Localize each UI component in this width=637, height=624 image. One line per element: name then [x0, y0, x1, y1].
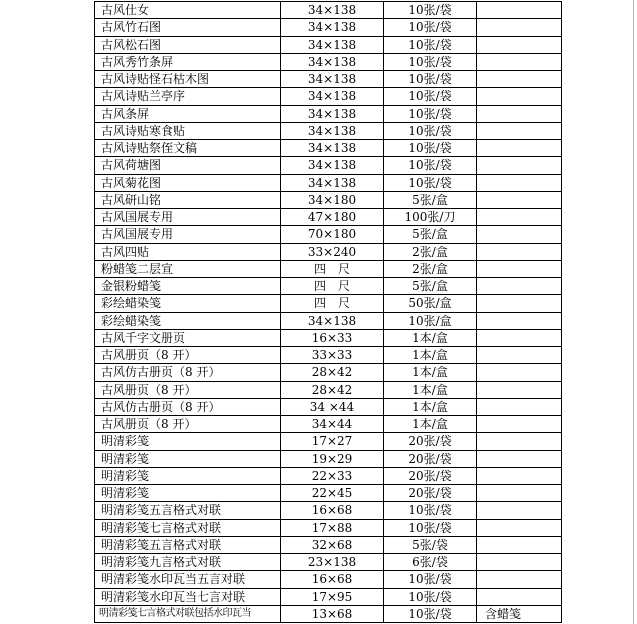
product-name-cell: 古风秀竹条屏 — [95, 53, 281, 70]
size-cell: 34×138 — [281, 312, 384, 329]
note-cell — [477, 329, 562, 346]
table-row — [95, 571, 562, 588]
size-cell: 23×138 — [281, 554, 384, 571]
size-cell: 34×138 — [281, 19, 384, 36]
table-row — [95, 140, 562, 157]
table-row — [95, 398, 562, 415]
product-name-cell: 古风册页（8 开） — [95, 381, 281, 398]
product-name-cell: 明清彩笺五言格式对联 — [95, 502, 281, 519]
size-cell: 17×88 — [281, 519, 384, 536]
note-cell — [477, 398, 562, 415]
pack-quantity-cell: 10张/袋 — [384, 105, 477, 122]
table-row — [95, 19, 562, 36]
size-cell: 28×42 — [281, 381, 384, 398]
size-cell: 34×138 — [281, 174, 384, 191]
size-cell: 34×138 — [281, 71, 384, 88]
table-row — [95, 295, 562, 312]
pack-quantity-cell: 20张/袋 — [384, 467, 477, 484]
pack-quantity-cell: 20张/袋 — [384, 433, 477, 450]
product-name-cell: 古风千字文册页 — [95, 329, 281, 346]
table-row — [95, 347, 562, 364]
note-cell — [477, 88, 562, 105]
size-cell: 34×138 — [281, 53, 384, 70]
size-cell: 34×138 — [281, 122, 384, 139]
table-row — [95, 209, 562, 226]
pack-quantity-cell: 2张/盒 — [384, 260, 477, 277]
note-cell — [477, 295, 562, 312]
product-name-cell: 古风国展专用 — [95, 226, 281, 243]
note-cell — [477, 347, 562, 364]
note-cell — [477, 140, 562, 157]
table-body — [95, 2, 562, 623]
pack-quantity-cell: 10张/袋 — [384, 2, 477, 19]
product-name-cell: 古风仕女 — [95, 2, 281, 19]
product-name-cell: 彩绘蜡染笺 — [95, 312, 281, 329]
product-name-cell: 古风四贴 — [95, 243, 281, 260]
size-cell: 34×138 — [281, 140, 384, 157]
pack-quantity-cell: 10张/袋 — [384, 502, 477, 519]
table-row — [95, 502, 562, 519]
size-cell: 47×180 — [281, 209, 384, 226]
product-name-cell: 古风诗贴兰亭序 — [95, 88, 281, 105]
note-cell — [477, 105, 562, 122]
pack-quantity-cell: 10张/袋 — [384, 588, 477, 605]
pack-quantity-cell: 50张/盒 — [384, 295, 477, 312]
note-cell — [477, 450, 562, 467]
product-name-cell: 古风研山铭 — [95, 191, 281, 208]
product-name-cell: 明清彩笺水印瓦当五言对联 — [95, 571, 281, 588]
size-cell: 34×138 — [281, 88, 384, 105]
pack-quantity-cell: 10张/盒 — [384, 312, 477, 329]
pack-quantity-cell: 10张/袋 — [384, 71, 477, 88]
pack-quantity-cell: 5张/盒 — [384, 191, 477, 208]
table-row — [95, 105, 562, 122]
pack-quantity-cell: 10张/袋 — [384, 519, 477, 536]
table-row — [95, 157, 562, 174]
size-cell: 70×180 — [281, 226, 384, 243]
size-cell: 四 尺 — [281, 295, 384, 312]
product-name-cell: 古风诗贴祭侄文稿 — [95, 140, 281, 157]
table-row — [95, 122, 562, 139]
size-cell: 17×27 — [281, 433, 384, 450]
size-cell: 16×68 — [281, 502, 384, 519]
size-cell: 34×138 — [281, 2, 384, 19]
pack-quantity-cell: 20张/袋 — [384, 485, 477, 502]
note-cell — [477, 36, 562, 53]
note-cell — [477, 502, 562, 519]
table-row — [95, 364, 562, 381]
table-row — [95, 243, 562, 260]
product-name-cell: 古风国展专用 — [95, 209, 281, 226]
size-cell: 34 ×44 — [281, 398, 384, 415]
table-row — [95, 536, 562, 553]
note-cell — [477, 191, 562, 208]
note-cell — [477, 433, 562, 450]
product-name-cell: 明清彩笺 — [95, 433, 281, 450]
size-cell: 22×45 — [281, 485, 384, 502]
note-cell — [477, 226, 562, 243]
table-row — [95, 36, 562, 53]
size-cell: 19×29 — [281, 450, 384, 467]
product-name-cell: 明清彩笺水印瓦当七言对联 — [95, 588, 281, 605]
size-cell: 32×68 — [281, 536, 384, 553]
note-cell — [477, 381, 562, 398]
product-name-cell: 古风菊花图 — [95, 174, 281, 191]
product-name-cell: 古风竹石图 — [95, 19, 281, 36]
note-cell — [477, 571, 562, 588]
pack-quantity-cell: 10张/袋 — [384, 605, 477, 622]
note-cell — [477, 588, 562, 605]
table-row — [95, 416, 562, 433]
pack-quantity-cell: 10张/袋 — [384, 174, 477, 191]
note-cell — [477, 71, 562, 88]
pack-quantity-cell: 6张/袋 — [384, 554, 477, 571]
right-column-guide-line — [633, 0, 634, 624]
table-row — [95, 278, 562, 295]
table-row — [95, 554, 562, 571]
size-cell: 28×42 — [281, 364, 384, 381]
product-name-cell: 古风册页（8 开） — [95, 416, 281, 433]
product-name-cell: 古风仿古册页（8 开） — [95, 364, 281, 381]
size-cell: 34×138 — [281, 157, 384, 174]
size-cell: 33×240 — [281, 243, 384, 260]
table-row — [95, 588, 562, 605]
table-row — [95, 605, 562, 622]
pack-quantity-cell: 1本/盒 — [384, 416, 477, 433]
note-cell — [477, 536, 562, 553]
size-cell: 34×138 — [281, 36, 384, 53]
table-row — [95, 381, 562, 398]
pack-quantity-cell: 2张/盒 — [384, 243, 477, 260]
note-cell — [477, 485, 562, 502]
size-cell: 13×68 — [281, 605, 384, 622]
note-cell — [477, 519, 562, 536]
note-cell — [477, 209, 562, 226]
note-cell — [477, 278, 562, 295]
table-row — [95, 226, 562, 243]
product-name-cell: 古风荷塘图 — [95, 157, 281, 174]
table-row — [95, 329, 562, 346]
product-price-table — [94, 1, 562, 623]
note-cell — [477, 467, 562, 484]
product-name-cell: 明清彩笺 — [95, 467, 281, 484]
note-cell — [477, 19, 562, 36]
product-name-cell: 明清彩笺九言格式对联 — [95, 554, 281, 571]
note-cell — [477, 53, 562, 70]
table-row — [95, 450, 562, 467]
pack-quantity-cell: 20张/袋 — [384, 450, 477, 467]
table-row — [95, 53, 562, 70]
pack-quantity-cell: 10张/袋 — [384, 122, 477, 139]
size-cell: 16×33 — [281, 329, 384, 346]
note-cell — [477, 174, 562, 191]
note-cell — [477, 554, 562, 571]
product-name-cell: 明清彩笺七言格式对联 — [95, 519, 281, 536]
note-cell — [477, 2, 562, 19]
pack-quantity-cell: 1本/盒 — [384, 381, 477, 398]
product-name-cell: 古风诗贴怪石枯木图 — [95, 71, 281, 88]
size-cell: 四 尺 — [281, 260, 384, 277]
pack-quantity-cell: 5张/袋 — [384, 536, 477, 553]
pack-quantity-cell: 10张/袋 — [384, 19, 477, 36]
pack-quantity-cell: 10张/袋 — [384, 140, 477, 157]
note-cell — [477, 364, 562, 381]
product-name-cell: 古风仿古册页（8 开） — [95, 398, 281, 415]
table-row — [95, 519, 562, 536]
pack-quantity-cell: 1本/盒 — [384, 398, 477, 415]
pack-quantity-cell: 1本/盒 — [384, 364, 477, 381]
size-cell: 34×138 — [281, 105, 384, 122]
note-cell — [477, 260, 562, 277]
size-cell: 33×33 — [281, 347, 384, 364]
product-name-cell: 明清彩笺 — [95, 450, 281, 467]
table-row — [95, 260, 562, 277]
table-row — [95, 174, 562, 191]
pack-quantity-cell: 10张/袋 — [384, 36, 477, 53]
pack-quantity-cell: 1本/盒 — [384, 347, 477, 364]
product-name-cell: 彩绘蜡染笺 — [95, 295, 281, 312]
pack-quantity-cell: 1本/盒 — [384, 329, 477, 346]
table-row — [95, 433, 562, 450]
product-name-cell: 明清彩笺五言格式对联 — [95, 536, 281, 553]
size-cell: 16×68 — [281, 571, 384, 588]
note-cell — [477, 157, 562, 174]
size-cell: 34×44 — [281, 416, 384, 433]
product-name-cell: 古风诗贴寒食贴 — [95, 122, 281, 139]
product-name-cell: 古风松石图 — [95, 36, 281, 53]
size-cell: 17×95 — [281, 588, 384, 605]
size-cell: 22×33 — [281, 467, 384, 484]
pack-quantity-cell: 10张/袋 — [384, 53, 477, 70]
pack-quantity-cell: 5张/盒 — [384, 226, 477, 243]
pack-quantity-cell: 100张/刀 — [384, 209, 477, 226]
table-row — [95, 467, 562, 484]
note-cell — [477, 312, 562, 329]
size-cell: 四 尺 — [281, 278, 384, 295]
pack-quantity-cell: 5张/盒 — [384, 278, 477, 295]
product-name-cell: 古风册页（8 开） — [95, 347, 281, 364]
product-name-cell: 古风条屏 — [95, 105, 281, 122]
product-name-cell: 粉蜡笺二层宣 — [95, 260, 281, 277]
note-cell — [477, 122, 562, 139]
note-cell — [477, 416, 562, 433]
pack-quantity-cell: 10张/袋 — [384, 157, 477, 174]
note-cell: 含蜡笺 — [477, 605, 562, 622]
table-row — [95, 88, 562, 105]
table-row — [95, 485, 562, 502]
product-name-cell: 明清彩笺 — [95, 485, 281, 502]
table-row — [95, 191, 562, 208]
pack-quantity-cell: 10张/袋 — [384, 88, 477, 105]
pack-quantity-cell: 10张/袋 — [384, 571, 477, 588]
table-row — [95, 2, 562, 19]
product-name-cell: 明清彩笺七言格式对联包括水印瓦当 — [95, 605, 281, 622]
product-name-cell: 金银粉蜡笺 — [95, 278, 281, 295]
table-row — [95, 312, 562, 329]
table-row — [95, 71, 562, 88]
size-cell: 34×180 — [281, 191, 384, 208]
note-cell — [477, 243, 562, 260]
